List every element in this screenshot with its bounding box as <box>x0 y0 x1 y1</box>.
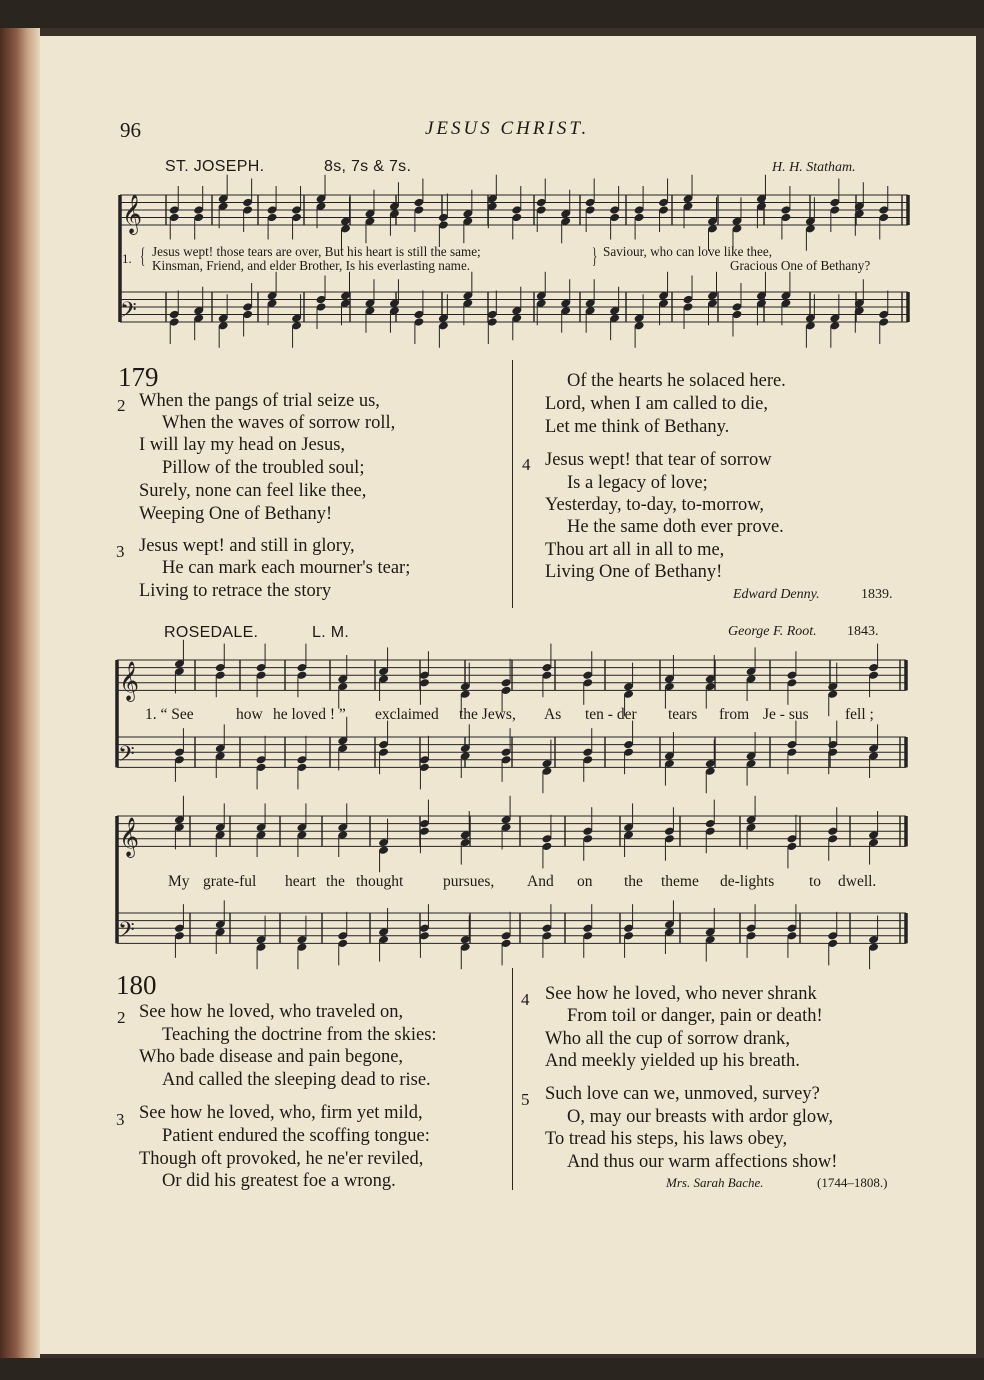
stanza-number: 2 <box>117 1008 126 1027</box>
lyric-word: Je - sus <box>763 706 809 723</box>
lyric-word: exclaimed <box>375 706 439 723</box>
tune1-meter: 8s, 7s & 7s. <box>324 158 412 175</box>
lyric-word: grate-ful <box>203 873 257 890</box>
stanza-line: I will lay my head on Jesus, <box>139 435 346 455</box>
stanza-number: 4 <box>522 455 531 474</box>
stanza-line: From toil or danger, pain or death! <box>567 1006 823 1026</box>
tune2-meter: L. M. <box>312 624 350 641</box>
brace-left: { <box>140 243 146 268</box>
treble-clef: 𝄞 <box>119 817 140 857</box>
lyric-word: fell ; <box>845 706 874 723</box>
tune2-year: 1843. <box>847 624 879 639</box>
bass-clef: 𝄢 <box>118 918 135 948</box>
tune1-underlay-line2: Kinsman, Friend, and elder Brother, Is his everlasting name. <box>152 258 471 273</box>
stanza-line: To tread his steps, his laws obey, <box>545 1129 788 1149</box>
lyric-word: the <box>624 873 643 890</box>
treble-clef: 𝄞 <box>122 194 143 234</box>
tune2-composer: George F. Root. <box>728 624 817 639</box>
stanza-line: And thus our warm affections show! <box>567 1152 838 1172</box>
hymn-number-180: 180 <box>116 970 157 1000</box>
stanza-line: Living to retrace the story <box>139 581 332 601</box>
stanza-line: Lord, when I am called to die, <box>545 394 768 414</box>
stanza-line: Or did his greatest foe a wrong. <box>162 1171 396 1191</box>
lyric-word: And <box>527 873 554 890</box>
stanza-line: Jesus wept! that tear of sorrow <box>545 450 772 470</box>
lyric-word: 1. “ See <box>145 706 194 723</box>
lyric-word: thought <box>356 873 404 890</box>
stanza-line: Jesus wept! and still in glory, <box>139 536 355 556</box>
tune1-name: ST. JOSEPH. <box>165 158 265 175</box>
brace-right: } <box>592 243 598 268</box>
stanza-line: See how he loved, who never shrank <box>545 984 817 1004</box>
stanza-line: See how he loved, who, firm yet mild, <box>139 1103 423 1123</box>
stanza-line: Patient endured the scoffing tongue: <box>162 1126 430 1146</box>
bass-clef: 𝄢 <box>120 298 137 328</box>
hymn179-author: Edward Denny. <box>733 587 820 602</box>
stanza-line: See how he loved, who traveled on, <box>139 1002 404 1022</box>
stanza-number: 5 <box>521 1090 530 1109</box>
lyric-word: how <box>236 706 263 723</box>
stanza-number: 2 <box>117 396 126 415</box>
tune1-composer: H. H. Statham. <box>772 160 856 175</box>
tune2-name: ROSEDALE. <box>164 624 259 641</box>
hymn-number-179: 179 <box>118 362 159 392</box>
lyric-word: ten - der <box>585 706 637 723</box>
stanza-line: Though oft provoked, he ne'er reviled, <box>139 1149 424 1169</box>
tune1-underlay-right1: Saviour, who can love like thee, <box>603 244 773 259</box>
stanza-line: Let me think of Bethany. <box>545 417 730 437</box>
stanza-line: Of the hearts he solaced here. <box>567 371 786 391</box>
lyric-word: de-lights <box>720 873 775 890</box>
stanza-number: 3 <box>116 1110 125 1129</box>
stanza-line: When the waves of sorrow roll, <box>162 413 396 433</box>
treble-clef: 𝄞 <box>119 661 140 701</box>
stanza-line: Surely, none can feel like thee, <box>139 481 367 501</box>
page-number: 96 <box>120 118 141 142</box>
stanza-number: 3 <box>116 542 125 561</box>
stanza-line: He can mark each mourner's tear; <box>162 558 411 578</box>
lyric-word: My <box>168 873 190 890</box>
stanza-line: Yesterday, to-day, to-morrow, <box>545 495 765 515</box>
running-title: JESUS CHRIST. <box>425 118 590 139</box>
hymn180-years: (1744–1808.) <box>817 1175 888 1190</box>
column-divider <box>512 968 513 1190</box>
stanza-line: O, may our breasts with ardor glow, <box>567 1107 833 1127</box>
stanza-line: When the pangs of trial seize us, <box>139 391 380 411</box>
stanza-line: And meekly yielded up his breath. <box>545 1051 800 1071</box>
lyric-word: from <box>719 706 750 723</box>
lyric-word: theme <box>661 873 699 890</box>
stanza-line: Who all the cup of sorrow drank, <box>545 1029 791 1049</box>
lyric-word: tears <box>668 706 698 723</box>
hymn179-year: 1839. <box>861 587 893 602</box>
lyric-word: the Jews, <box>459 706 516 723</box>
lyric-word: heart <box>285 873 316 890</box>
lyric-word: he loved ! ” <box>273 706 346 723</box>
stanza-line: Such love can we, unmoved, survey? <box>545 1084 820 1104</box>
stanza-line: And called the sleeping dead to rise. <box>162 1070 431 1090</box>
stanza-line: Is a legacy of love; <box>567 473 708 493</box>
column-divider <box>512 360 513 608</box>
lyric-word: pursues, <box>443 873 495 890</box>
stanza-number: 4 <box>521 990 530 1009</box>
lyric-word: the <box>326 873 345 890</box>
lyric-word: on <box>577 873 593 890</box>
stanza-line: Thou art all in all to me, <box>545 540 725 560</box>
stanza-line: He the same doth ever prove. <box>567 517 784 537</box>
lyric-word: to <box>809 873 822 890</box>
bass-clef: 𝄢 <box>118 742 135 772</box>
tune1-underlay-right2: Gracious One of Bethany? <box>730 258 871 273</box>
lyric-word: dwell. <box>838 873 877 890</box>
stanza-line: Teaching the doctrine from the skies: <box>162 1025 437 1045</box>
tune1-verse-number: 1. <box>122 251 132 266</box>
stanza-line: Weeping One of Bethany! <box>139 504 333 524</box>
stanza-line: Living One of Bethany! <box>545 562 723 582</box>
hymn180-author: Mrs. Sarah Bache. <box>666 1175 764 1190</box>
stanza-line: Who bade disease and pain begone, <box>139 1047 404 1067</box>
stanza-line: Pillow of the troubled soul; <box>162 458 365 478</box>
tune1-underlay-line1: Jesus wept! those tears are over, But his heart is still the same; <box>152 244 481 259</box>
lyric-word: As <box>544 706 562 723</box>
